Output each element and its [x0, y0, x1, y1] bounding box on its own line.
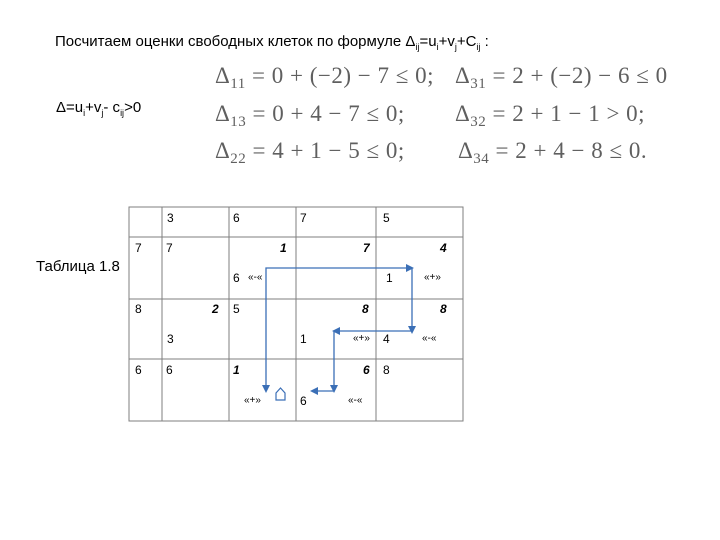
- row1-cost-1: 7: [166, 241, 173, 255]
- row3-supply-3: 6: [300, 394, 307, 408]
- row1-cost-4: 4: [440, 241, 447, 255]
- formula-delta-22: $\Delta_{22} = 4 + 1 - 5 \le 0$;: [215, 138, 405, 167]
- home-icon: [276, 388, 285, 400]
- header-v1: 3: [167, 211, 174, 225]
- header-v4: 5: [383, 211, 390, 225]
- header-v2: 6: [233, 211, 240, 225]
- row2-supply-3: 1: [300, 332, 307, 346]
- row1-cost-3: 7: [363, 241, 370, 255]
- formula-delta-32: $\Delta_{32} = 2 + 1 - 1 > 0$;: [455, 101, 646, 130]
- row3-cost-4: 8: [383, 363, 390, 377]
- header-v3: 7: [300, 211, 307, 225]
- row3-cost-2: 1: [233, 363, 240, 377]
- row2-cost-2: 5: [233, 302, 240, 316]
- row3-mark-3: «-«: [348, 395, 363, 406]
- row2-ui: 8: [135, 302, 142, 316]
- formula-delta-34: $\Delta_{34} = 2 + 4 - 8 \le 0$.: [458, 138, 648, 167]
- row1-cost-2: 1: [280, 241, 287, 255]
- row2-cost-1: 2: [212, 302, 219, 316]
- formula-delta-13: $\Delta_{13} = 0 + 4 - 7 \le 0$;: [215, 101, 405, 130]
- row1-supply-2: 6: [233, 271, 240, 285]
- row2-mark-3: «+»: [353, 333, 370, 344]
- row3-cost-1: 6: [166, 363, 173, 377]
- row1-mark-4: «+»: [424, 272, 441, 283]
- row2-cost-4: 8: [440, 302, 447, 316]
- row1-ui: 7: [135, 241, 142, 255]
- condition-text: $\Delta=u_i+v_j-$ $c_{ij}>0$: [56, 99, 142, 118]
- row1-supply-4: 1: [386, 271, 393, 285]
- row3-ui: 6: [135, 363, 142, 377]
- formula-delta-11: $\Delta_{11} = 0 + (-2) - 7 \le 0$;: [215, 63, 434, 92]
- row2-supply-4: 4: [383, 332, 390, 346]
- row1-mark-2: «-«: [248, 272, 263, 283]
- row3-mark-2: «+»: [244, 395, 261, 406]
- formula-delta-31: $\Delta_{31} = 2 + (-2) - 6 \le 0$: [455, 63, 668, 92]
- row2-mark-4: «-«: [422, 333, 437, 344]
- row2-supply-1: 3: [167, 332, 174, 346]
- row2-cost-3: 8: [362, 302, 369, 316]
- heading: Посчитаем оценки свободных клеток по формуле $\Delta_{ij}=u_i+v_j+C_{ij}$ :: [55, 33, 489, 52]
- row3-cost-3: 6: [363, 363, 370, 377]
- table-label: Таблица 1.8: [36, 258, 120, 275]
